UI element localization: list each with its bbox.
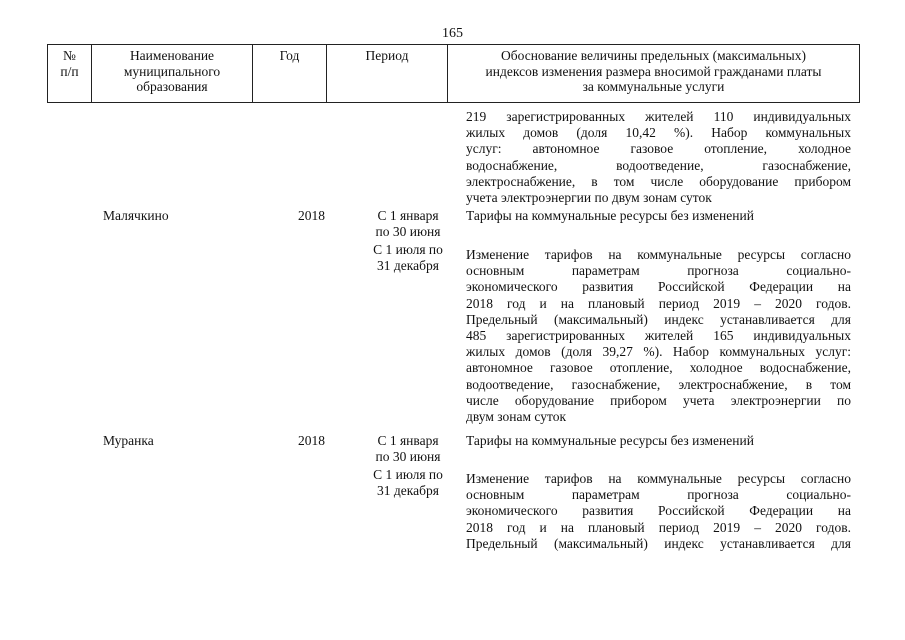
header-municipality: Наименование муниципального образования: [92, 45, 253, 102]
continuation-text: [466, 109, 851, 206]
text-line: числе оборудование прибором учета электроэнергии по: [466, 392, 851, 408]
text-line: электроснабжение, в том числе оборудование прибором: [466, 173, 851, 189]
header-number: № п/п: [48, 45, 92, 102]
municipality-name: Муранка: [103, 433, 154, 448]
text-line: Изменение тарифов на коммунальные ресурсы согласно: [466, 471, 851, 486]
year-value: 2018: [298, 433, 325, 448]
reason-no-change: Тарифы на коммунальные ресурсы без изменений: [466, 208, 754, 223]
text-line: водоснабжение, водоотведение, газоснабжение,: [466, 157, 851, 173]
text-line: услуг: автономное газовое отопление, холодное: [466, 141, 851, 157]
text-line: Предельный (максимальный) индекс устанавливается для: [466, 311, 851, 327]
header-justification: Обоснование величины предельных (максимальных) индексов изменения размера вносимой гражданами платы за коммунальные услуги: [485, 48, 822, 94]
text-line: основным параметрам прогноза социально-: [466, 487, 851, 503]
text-line: двум зонам суток: [466, 409, 567, 425]
period-second-half: С 1 июля по 31 декабря: [373, 467, 443, 499]
text-line: Изменение тарифов на коммунальные ресурсы согласно: [466, 247, 851, 262]
header-period: Период: [327, 45, 448, 102]
header-year: Год: [253, 45, 327, 102]
text-line: экономического развития Российской Федерации на: [466, 503, 851, 519]
period-first-half: С 1 января по 30 июня: [375, 208, 441, 240]
text-line: водоотведение, газоснабжение, электроснабжение, в том: [466, 376, 851, 392]
municipality-name: Малячкино: [103, 208, 169, 223]
reason-no-change: Тарифы на коммунальные ресурсы без изменений: [466, 433, 754, 448]
text-line: основным параметрам прогноза социально-: [466, 263, 851, 279]
text-line: экономического развития Российской Федерации на: [466, 279, 851, 295]
year-value: 2018: [298, 208, 325, 223]
text-line: 485 зарегистрированных жителей 165 индивидуальных: [466, 328, 851, 344]
text-line: 2018 год и на плановый период 2019 – 2020 годов.: [466, 519, 851, 535]
text-line: 219 зарегистрированных жителей 110 индивидуальных: [466, 109, 851, 124]
period-second-half: С 1 июля по 31 декабря: [373, 242, 443, 274]
text-line: жилых домов (доля 39,27 %). Набор коммунальных услуг:: [466, 344, 851, 360]
table-header: [47, 44, 860, 103]
page-number: 165: [442, 26, 463, 41]
reason-tariff-change: [466, 247, 851, 425]
text-line: автономное газовое отопление, холодное водоснабжение,: [466, 360, 851, 376]
reason-tariff-change: [466, 471, 851, 552]
text-line: учета электроэнергии по двум зонам суток: [466, 190, 712, 206]
period-first-half: С 1 января по 30 июня: [375, 433, 441, 465]
text-line: жилых домов (доля 10,42 %). Набор коммунальных: [466, 125, 851, 141]
text-line: 2018 год и на плановый период 2019 – 2020 годов.: [466, 295, 851, 311]
text-line: Предельный (максимальный) индекс устанавливается для: [466, 535, 851, 551]
